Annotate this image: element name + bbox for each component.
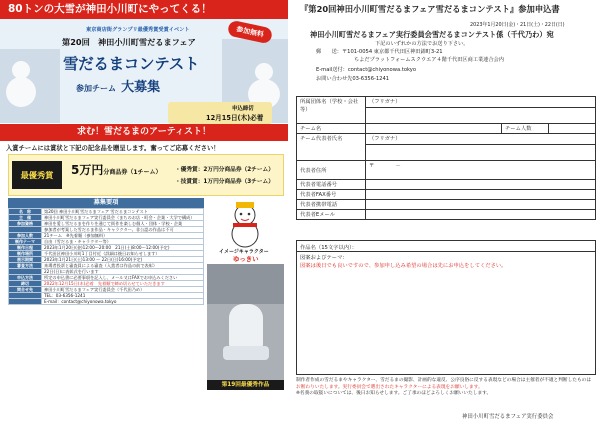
requirement-value: 自由（雪だるま・キャラクター等） (42, 239, 204, 245)
contact-number: 03-6356-1241 (352, 76, 390, 82)
team-label: チーム名 (297, 124, 366, 134)
award-prize-unit: 分商品券（1チーム） (103, 169, 162, 176)
mobile-input[interactable] (366, 200, 596, 210)
postal-address: 〒101-0054 東京都千代田区神田錦町3-21 (341, 49, 443, 55)
requirement-value: 2023年1月20日(金)12:00〜20:00 21日(土)8:00〜12:00(予定) (42, 245, 204, 251)
mascot-box (207, 198, 284, 262)
requirement-key: 制作テーマ (9, 239, 42, 245)
mail-line (316, 48, 443, 55)
note-3: ※名義の取扱いについては、後日お知らせします。ご了承のほどよろしくお願いいたします。 (296, 391, 492, 396)
rep-label: チーム代表者氏名 (297, 134, 366, 161)
requirement-key: 問合せ先 (9, 287, 42, 293)
requirement-key: 審査方法 (9, 263, 42, 269)
requirement-key: 制作場所 (9, 251, 42, 257)
team-count-label: チーム人数 (502, 124, 549, 134)
flyer (0, 0, 288, 421)
award-prize-amount: 5万円 (71, 163, 104, 177)
main-title: 雪だるまコンテスト (63, 55, 200, 73)
requirement-value: 神田小川町雪だるまフェア実行委員会（まちのお店・町会・企業・大学で構成） (42, 215, 204, 221)
contact-line (316, 75, 389, 82)
snowman-right-head (255, 63, 273, 81)
mail-input[interactable] (366, 210, 596, 220)
artist-banner: 求む！雪だるまのアーティスト！ (0, 124, 288, 141)
photo-snow-sculpture (229, 304, 263, 350)
address-line2: ちよだプラットフォームスクウエア４階千代田区商工業連合会内 (354, 57, 504, 63)
application-table (296, 96, 596, 220)
team-count-input[interactable] (549, 124, 596, 134)
email-line (316, 66, 416, 73)
requirement-key: 参加資格 (9, 221, 42, 227)
requirement-value: 22日(日)に表彰式を行います (42, 269, 204, 275)
address-input[interactable]: 〒 － (366, 161, 596, 180)
award-second: ・優秀賞：2万円分商品券（2チーム） (175, 167, 274, 173)
email-address: contact@chiyonowa.tokyo (347, 67, 417, 73)
org-input[interactable] (366, 107, 596, 123)
org-label: 所属団体名（学校・会社等） (297, 97, 366, 124)
requirement-value: 所定の申込書に必要事項を記入し、メール又はFAXでお申込みください (42, 275, 204, 281)
requirement-value: 神田小川町雪だるまフェア実行委員会（千代田乃め） (42, 287, 204, 293)
requirement-key: 締切 (9, 281, 42, 287)
photo-background (207, 264, 284, 304)
footer-notes (296, 378, 596, 398)
free-badge: 参加無料 (227, 20, 273, 45)
mail-label-cell: 代表者Eメール (297, 210, 366, 220)
contact-label: お問い合わせ先 (316, 76, 353, 82)
requirement-key: 制作日程 (9, 245, 42, 251)
deadline-value: 12月15日(木)必着 (206, 114, 264, 122)
photo-caption: 第19回最優秀作品 (207, 380, 284, 390)
requirement-value: TEL：03-6356-1241 (42, 293, 204, 299)
award-prize (71, 161, 162, 178)
work-divider (297, 251, 595, 252)
mobile-label: 代表者携帯電話 (297, 200, 366, 210)
award-third: ・技賞賞：1万円分商品券（3チーム） (175, 179, 274, 185)
snowman-left-head (12, 61, 30, 79)
rep-furigana[interactable]: （フリガナ） (366, 134, 596, 145)
form-title: 『第20回神田小川町雪だるまフェア雪だるまコンテスト』参加申込書 (300, 4, 560, 14)
sponsor-line: 東京商店街グランプリ最優秀賞受賞イベント (86, 27, 190, 33)
fax-label: 代表者FAX番号 (297, 190, 366, 200)
requirement-value: E-mail：contact@chiyonowa.tokyo (42, 299, 204, 305)
requirement-key (9, 299, 42, 305)
requirements-table (8, 208, 204, 305)
requirement-key: 展示期間 (9, 257, 42, 263)
requirement-value: 参加者が考案した雪だるま作品・キャラクター。非公認の作品は不可 (42, 227, 204, 233)
work-name-label: 作品名（15文字以内）： (300, 245, 358, 251)
requirement-value: 千代田区神田小川町1丁目付近（詳細は後日お知らせします） (42, 251, 204, 257)
requirement-value: 神田を愛し雪だるまを作りを通じて街作を楽しむ個人・団体・学校・企業 (42, 221, 204, 227)
snowman-mascot-icon (225, 200, 265, 248)
top-banner: 80トンの大雪が神田小川町にやってくる！ (0, 0, 288, 19)
mascot-label: イメージキャラクター (219, 249, 269, 255)
rep-input[interactable] (366, 144, 596, 160)
requirement-value: 2023年1月21日(土)13:00 〜 22日(日)16:00(予定) (42, 257, 204, 263)
form-date: 2023年1月20日(金)・21日(土)・22日(日) (470, 22, 565, 28)
requirement-value: 第20回 神田小川町雪だるまフェア 雪だるまコンテスト (42, 209, 204, 215)
note-1: 制作者作成の雪だるまやキャラクター、雪だるまの撮影、計画的な違反、公序良俗に反する表現などの場合は主催者が不適と判断したものは (296, 378, 592, 383)
org-furigana[interactable]: （フリガナ） (366, 97, 596, 108)
award-label: 最優秀賞 (12, 161, 62, 189)
draft-label: 図案およびテーマ： (300, 255, 348, 261)
phone-input[interactable] (366, 180, 596, 190)
requirement-key: 名 称 (9, 209, 42, 215)
intro-text: 入賞チームには賞状と下記の記念品を贈呈します。奮ってご応募ください！ (6, 145, 220, 152)
requirement-value: 2022年12月15日(木)必着 先着順で締め切らせていただきます (42, 281, 204, 287)
deadline-label: 申込締切 (232, 106, 254, 112)
winner-photo (207, 264, 284, 389)
recruit-line (76, 76, 160, 95)
form-signature: 神田小川町雪だるまフェア実行委員会 (462, 414, 554, 420)
form-note: 下記のいずれかの方法でお送り下さい。 (375, 41, 469, 47)
form-recipient: 神田小川町雪だるまフェア実行委員会雪だるまコンテスト係（千代乃わ）宛 (310, 30, 554, 39)
recruit-big: 大募集 (121, 80, 161, 95)
mascot-name: ゆっきい (233, 255, 259, 263)
fax-input[interactable] (366, 190, 596, 200)
requirement-key: 参加人数 (9, 233, 42, 239)
requirement-key: 申込方法 (9, 275, 42, 281)
requirement-key: 主 催 (9, 215, 42, 221)
note-2: お断わりいたします。実行委員会で選出されたキャラクターによる表現をお願いします。 (296, 384, 483, 390)
photo-snow-base (223, 346, 269, 360)
requirements-header: 募集要項 (8, 198, 204, 208)
phone-label: 代表者電話番号 (297, 180, 366, 190)
mail-label: 郵 送： (316, 49, 342, 55)
recruit-prefix: 参加チーム (76, 84, 116, 93)
requirement-value: 来場者投票と審査員による審査（入賞者は作品の前で表彰） (42, 263, 204, 269)
draft-note: 図案は後日でも良いですので、参加申し込み希望の場合は先にお申込をしてください。 (300, 263, 507, 269)
work-section[interactable] (296, 240, 596, 375)
award-box (8, 154, 284, 196)
requirement-value: 21チーム ※先着順（参加無料） (42, 233, 204, 239)
edition-title: 第20回 神田小川町雪だるまフェア (62, 37, 196, 47)
team-input[interactable] (366, 124, 502, 134)
requirement-row (9, 299, 204, 305)
address-label: 代表者住所 (297, 161, 366, 180)
email-label: E-mail送付： (316, 67, 348, 73)
snowman-left-body (6, 77, 36, 107)
